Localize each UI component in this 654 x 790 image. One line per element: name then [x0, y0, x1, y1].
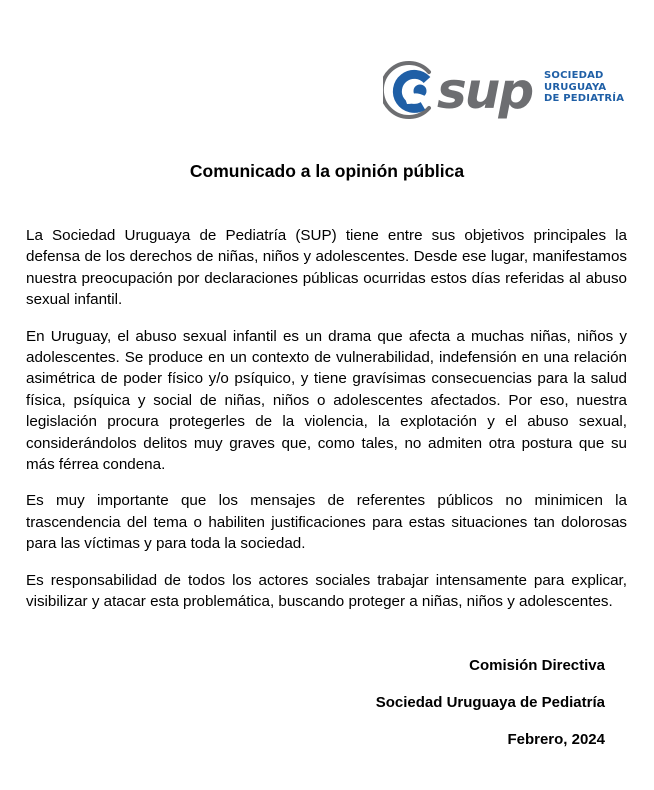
logo-line-2: URUGUAYA — [544, 81, 607, 93]
paragraph-4: Es responsabilidad de todos los actores sociales trabajar intensamente para explicar, visibilizar y atacar esta problemática, buscando proteger a niñas, niños y adolescentes. — [26, 571, 627, 611]
sup-logo — [383, 58, 628, 122]
logo-org-name — [544, 70, 624, 105]
signature-block — [376, 657, 605, 768]
document-title: Comunicado a la opinión pública — [189, 161, 465, 181]
document-body — [26, 225, 627, 628]
sup-wordmark: sup — [437, 62, 533, 120]
logo-line-1: SOCIEDAD — [544, 70, 604, 81]
paragraph-2: En Uruguay, el abuso sexual infantil es un drama que afecta a muchas niñas, niños y adolescentes. Se produce en un contexto de vulnerabilidad, indefensión en una relación asimétrica de poder físico y/o psíquico, y tiene gravísimas consecuencias para la salud física, psíquica y social de niñas, niños o adolescentes afectados. Por eso, nuestra legislación procura protegerles de la violencia, la explotación y el abuso sexual, considerándolos delitos muy graves que, como tales, no admiten otra postura que su más férrea condena. — [26, 327, 627, 474]
signature-date: Febrero, 2024 — [507, 731, 605, 748]
signature-organization: Sociedad Uruguaya de Pediatría — [375, 694, 605, 711]
logo-line-3: DE PEDIATRÍA — [544, 93, 625, 104]
sup-logo-mark — [383, 58, 543, 122]
paragraph-3: Es muy importante que los mensajes de referentes públicos no minimicen la trascendencia del tema o habiliten justificaciones para estas situaciones tan dolorosas para las víctimas y para toda la sociedad. — [26, 492, 627, 553]
paragraph-1: La Sociedad Uruguaya de Pediatría (SUP) tiene entre sus objetivos principales la defensa de los derechos de niñas, niños y adolescentes. Desde ese lugar, manifestamos nuestra preocupación por declaraciones públicas ocurridas estos días referidas al abuso sexual infantil. — [26, 227, 627, 309]
signature-committee: Comisión Directiva — [469, 657, 605, 674]
